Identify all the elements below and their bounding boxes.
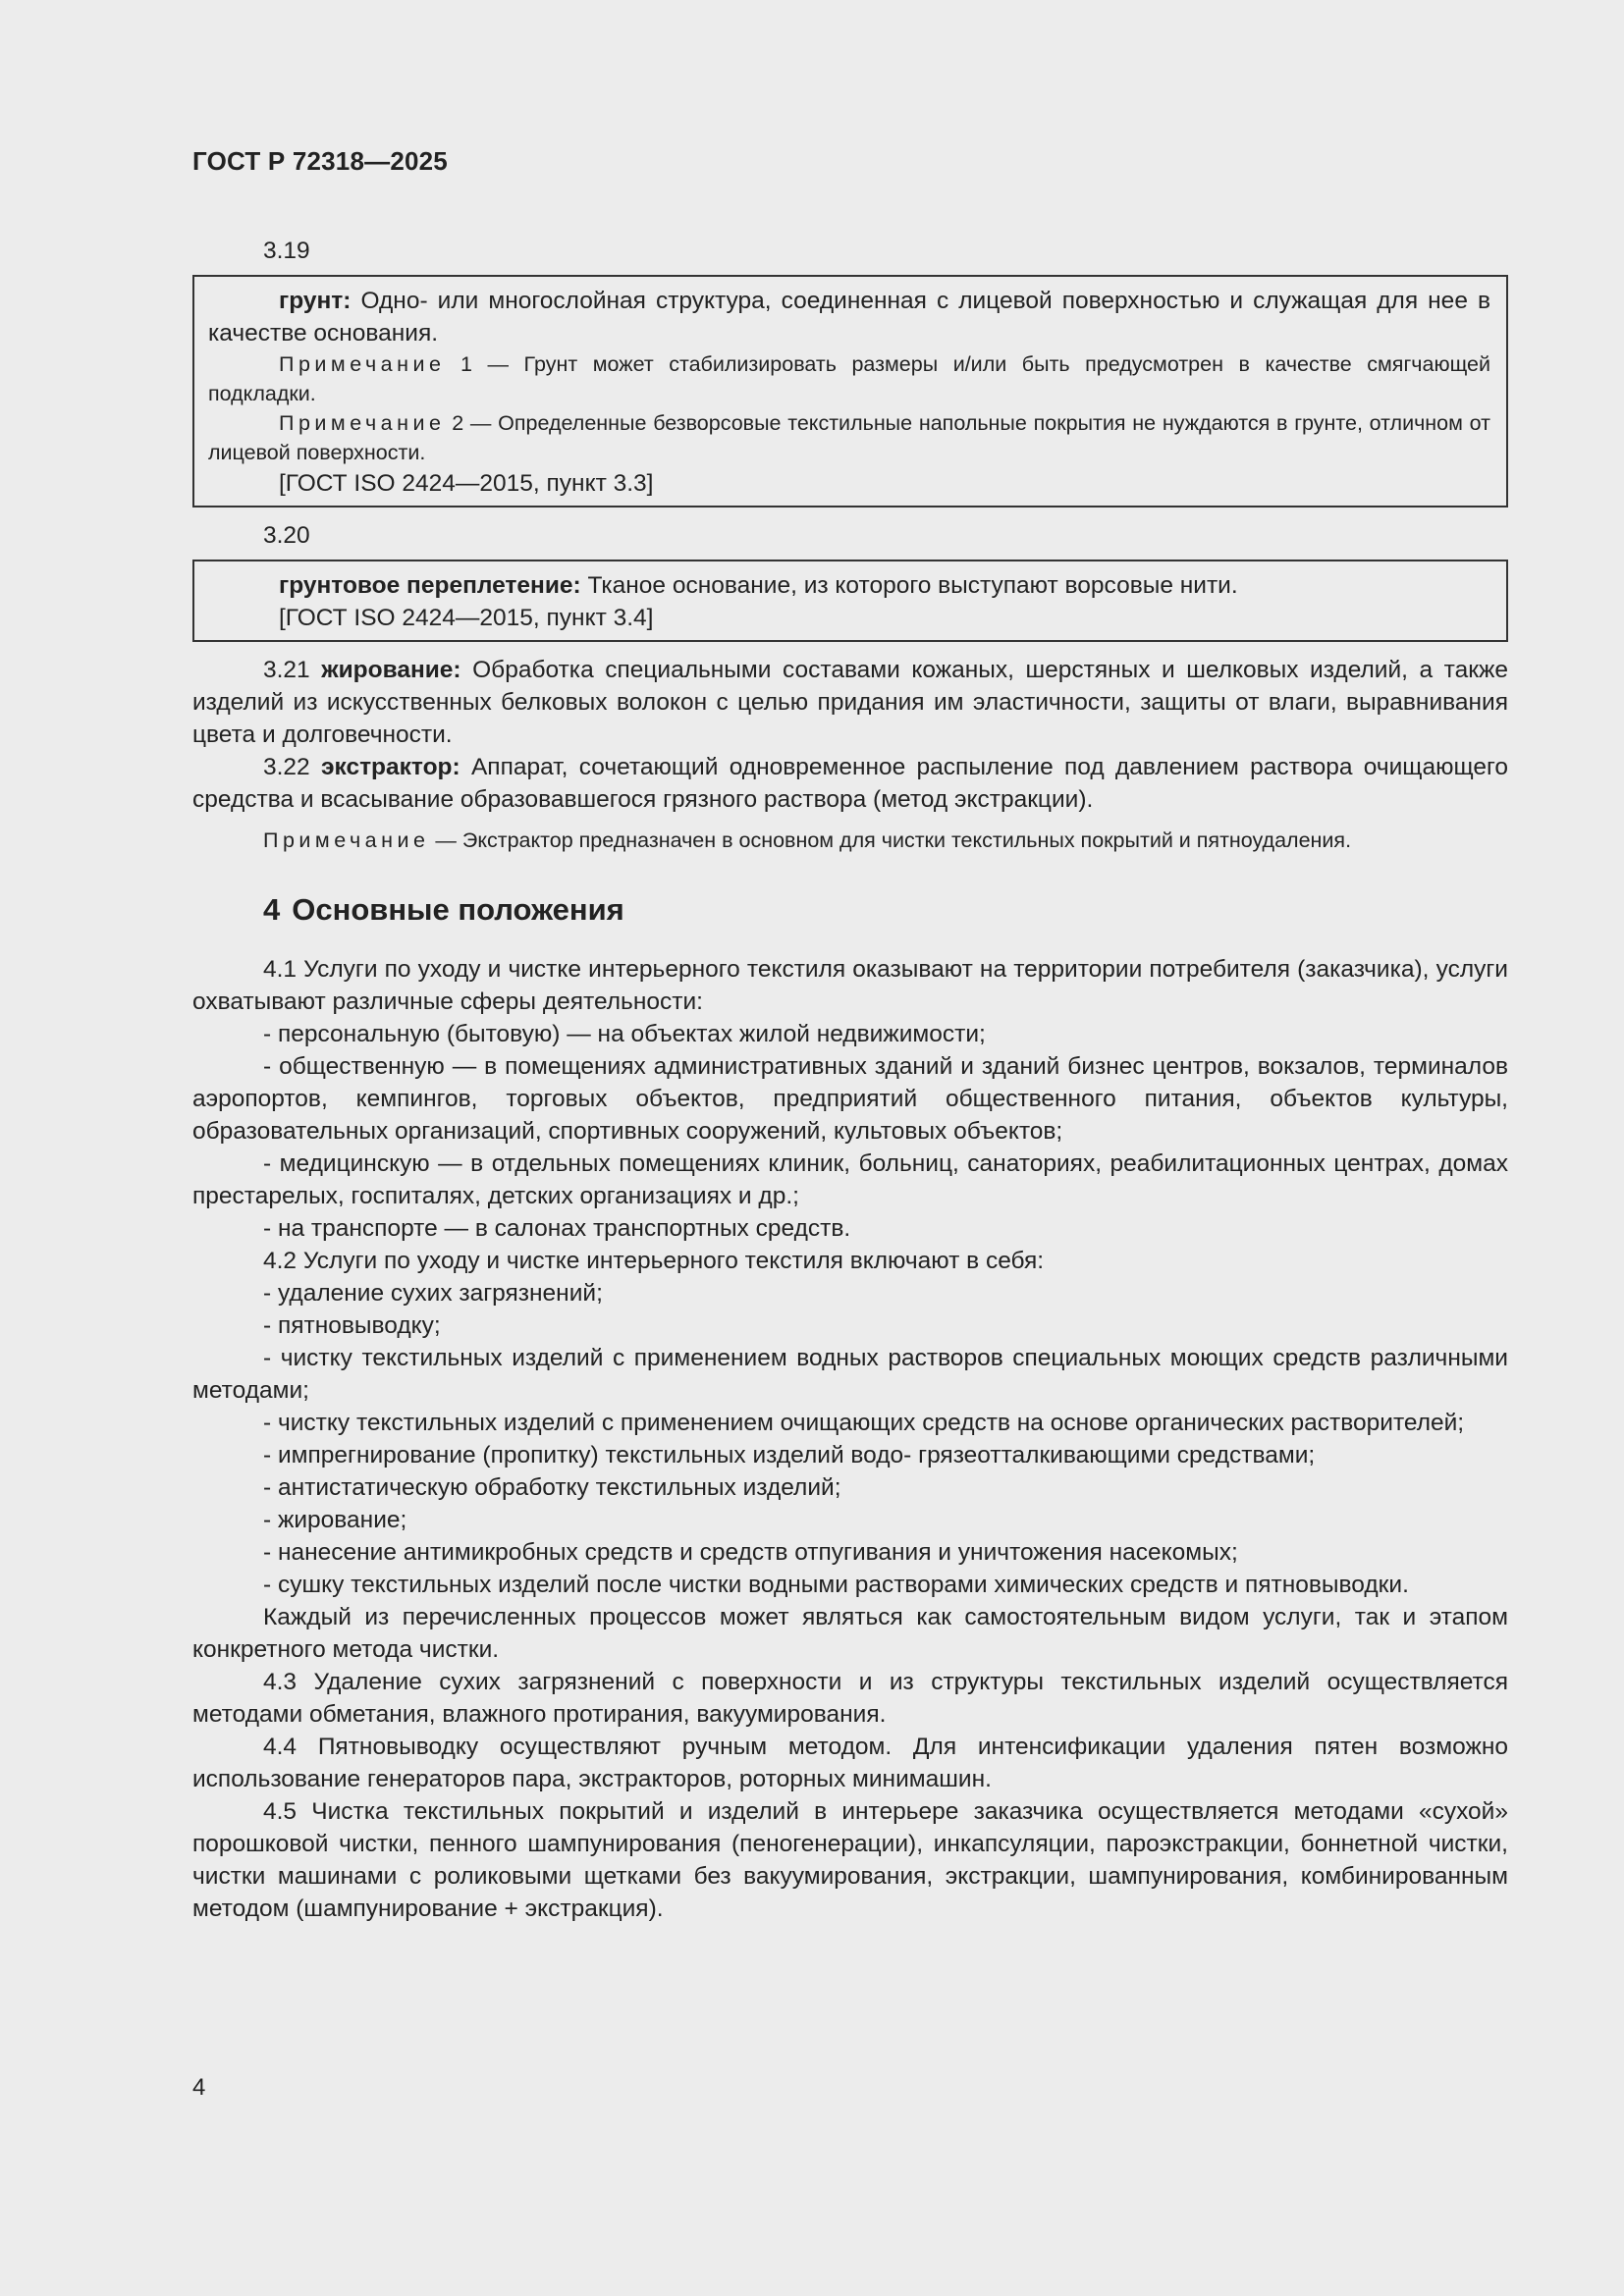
term-text: Аппарат, сочетающий одновременное распыление под давлением раствора очищающего средства и всасывание образовавшегося грязного раствора (метод экстракции). bbox=[192, 754, 1508, 813]
term-number: 3.21 bbox=[263, 657, 322, 683]
note-text: 2 — Определенные безворсовые текстильные напольные покрытия не нуждаются в грунте, отличном от лицевой поверхности. bbox=[208, 411, 1490, 464]
note-label: Примечание bbox=[279, 411, 446, 435]
paragraph: 4.4 Пятновыводку осуществляют ручным методом. Для интенсификации удаления пятен возможно использование генераторов пара, экстракторов, роторных минимашин. bbox=[192, 1734, 1508, 1792]
paragraph: 4.2 Услуги по уходу и чистке интерьерного текстиля включают в себя: bbox=[263, 1248, 1045, 1274]
note-3-22 bbox=[192, 826, 1508, 855]
list-item: - сушку текстильных изделий после чистки водными растворами химических средств и пятновыводки. bbox=[263, 1572, 1409, 1598]
term-box-3-19 bbox=[192, 275, 1508, 507]
list-item: - медицинскую — в отдельных помещениях клиник, больниц, санаториях, реабилитационных центрах, домах престарелых, госпиталях, детских организациях и др.; bbox=[192, 1150, 1508, 1209]
list-item: - на транспорте — в салонах транспортных средств. bbox=[263, 1215, 851, 1242]
reference: [ГОСТ ISO 2424—2015, пункт 3.3] bbox=[279, 470, 654, 497]
list-item: - антистатическую обработку текстильных изделий; bbox=[263, 1474, 841, 1501]
page-number: 4 bbox=[192, 2074, 206, 2101]
note-1 bbox=[208, 349, 1490, 408]
term-definition-3-22 bbox=[192, 751, 1508, 816]
term-text: Тканое основание, из которого выступают ворсовые нити. bbox=[580, 572, 1238, 599]
term-name: грунт: bbox=[279, 288, 352, 314]
term-name: экстрактор: bbox=[320, 754, 460, 780]
paragraph: 4.5 Чистка текстильных покрытий и изделий в интерьере заказчика осуществляется методами «сухой» порошковой чистки, пенного шампунирования (пеногенерации), инкапсуляции, пароэкстракции, боннетной чистки, чистки машинами с роликовыми щетками без вакуумирования, экстракции, шампунирования, комбинированным методом (шампунирование + экстракция). bbox=[192, 1798, 1508, 1922]
note-label: Примечание bbox=[279, 352, 446, 376]
section-heading bbox=[263, 890, 1508, 930]
term-box-3-20 bbox=[192, 560, 1508, 642]
section-number: 4 bbox=[263, 892, 281, 927]
list-item: - персональную (бытовую) — на объектах жилой недвижимости; bbox=[263, 1021, 986, 1047]
list-item: - импрегнирование (пропитку) текстильных изделий водо- грязеотталкивающими средствами; bbox=[263, 1442, 1316, 1468]
note-2 bbox=[208, 408, 1490, 467]
term-text: Одно- или многослойная структура, соединенная с лицевой поверхностью и служащая для нее в качестве основания. bbox=[208, 288, 1490, 347]
paragraph: Каждый из перечисленных процессов может являться как самостоятельным видом услуги, так и этапом конкретного метода чистки. bbox=[192, 1604, 1508, 1663]
note-label: Примечание bbox=[263, 828, 430, 852]
note-text: 1 — Грунт может стабилизировать размеры и/или быть предусмотрен в качестве смягчающей подкладки. bbox=[208, 352, 1490, 405]
term-name: жирование: bbox=[321, 657, 461, 683]
list-item: - удаление сухих загрязнений; bbox=[263, 1280, 603, 1307]
term-definition-3-20 bbox=[208, 569, 1490, 602]
list-item: - чистку текстильных изделий с применением очищающих средств на основе органических растворителей; bbox=[263, 1410, 1465, 1436]
section-title: Основные положения bbox=[292, 892, 624, 927]
reference: [ГОСТ ISO 2424—2015, пункт 3.4] bbox=[279, 605, 654, 631]
term-text: Обработка специальными составами кожаных, шерстяных и шелковых изделий, а также изделий из искусственных белковых волокон с целью придания им эластичности, защиты от влаги, выравнивания цвета и долговечности. bbox=[192, 657, 1508, 748]
term-definition-3-21 bbox=[192, 654, 1508, 751]
term-number-3-20: 3.20 bbox=[263, 522, 310, 549]
list-item: - нанесение антимикробных средств и средств отпугивания и уничтожения насекомых; bbox=[263, 1539, 1238, 1566]
paragraph: 4.1 Услуги по уходу и чистке интерьерного текстиля оказывают на территории потребителя (заказчика), услуги охватывают различные сферы деятельности: bbox=[192, 956, 1508, 1015]
section-body bbox=[192, 953, 1508, 1925]
list-item: - чистку текстильных изделий с применением водных растворов специальных моющих средств различными методами; bbox=[192, 1345, 1508, 1404]
paragraph: 4.3 Удаление сухих загрязнений с поверхности и из структуры текстильных изделий осуществляется методами обметания, влажного протирания, вакуумирования. bbox=[192, 1669, 1508, 1728]
list-item: - жирование; bbox=[263, 1507, 407, 1533]
list-item: - общественную — в помещениях административных зданий и зданий бизнес центров, вокзалов, терминалов аэропортов, кемпингов, торговых объектов, предприятий общественного питания, объектов культуры, образовательных организаций, спортивных сооружений, культовых объектов; bbox=[192, 1053, 1508, 1145]
term-definition-3-19 bbox=[208, 285, 1490, 349]
document-page bbox=[192, 145, 1508, 1925]
term-name: грунтовое переплетение: bbox=[279, 572, 581, 599]
note-text: — Экстрактор предназначен в основном для чистки текстильных покрытий и пятноудаления. bbox=[429, 828, 1352, 852]
term-number-3-19: 3.19 bbox=[263, 238, 310, 264]
term-number: 3.22 bbox=[263, 754, 321, 780]
list-item: - пятновыводку; bbox=[263, 1312, 441, 1339]
document-header: ГОСТ Р 72318—2025 bbox=[192, 146, 448, 176]
